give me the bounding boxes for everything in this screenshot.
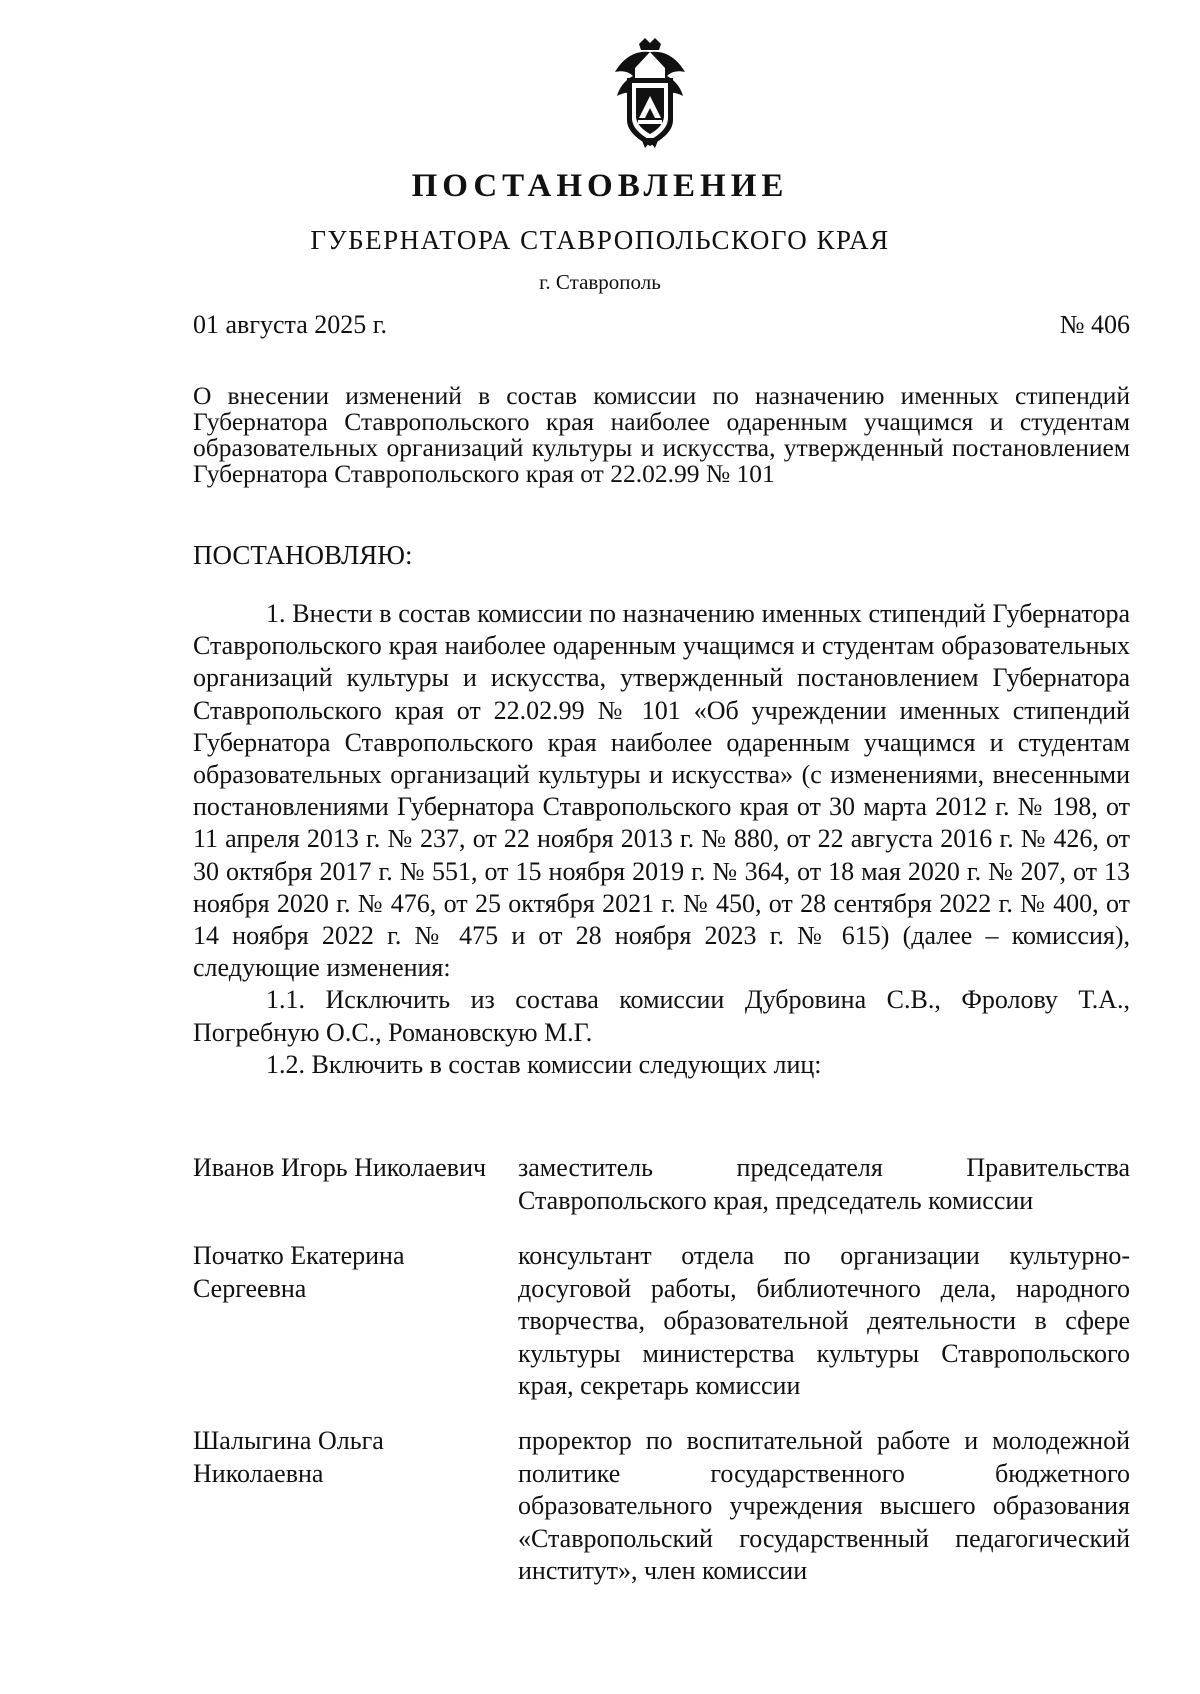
paragraph-1: 1. Внести в состав комиссии по назначению именных стипендий Губернатора Ставропольского края наиболее одаренным учащимся и студентам образовательных организаций культуры и искусства, утвержденный постановлением Губернатора Ставропольского края от 22.02.99 № 101 «Об учреждении именных стипендий Губернатора Ставропольского края наиболее одаренным учащимся и студентам образовательных организаций культуры и искусства» (с изменениями, внесенными постановлениями Губернатора Ставропольского края от 30 марта 2012 г. № 198, от 11 апреля 2013 г. № 237, от 22 ноября 2013 г. № 880, от 22 августа 2016 г. № 426, от 30 октября 2017 г. № 551, от 15 ноября 2019 г. № 364, от 18 мая 2020 г. № 207, от 13 ноября 2020 г. № 476, от 25 октября 2021 г. № 450, от 28 сентября 2022 г. № 400, от 14 ноября 2022 г. № 475 и от 28 ноября 2023 г. № 615) (далее – комиссия), следующие изменения: [193, 599, 1130, 983]
paragraph-1-1: 1.1. Исключить из состава комиссии Дубровина С.В., Фролову Т.А., Погребную О.С., Романовскую М.Г. [193, 985, 1130, 1047]
document-date: 01 августа 2025 г. [193, 310, 387, 339]
member-name: Початко Екатерина Сергеевна [193, 1241, 405, 1303]
member-name: Иванов Игорь Николаевич [193, 1153, 487, 1182]
document-title: ПОСТАНОВЛЕНИЕ [411, 168, 789, 204]
coat-of-arms-emblem [605, 38, 695, 150]
document-number: № 406 [1059, 310, 1130, 339]
member-role: проректор по воспитательной работе и молодежной политике государственного бюджетного образовательного учреждения высшего образования «Ставропольский государственный педагогический институт», член комиссии [518, 1426, 1130, 1585]
decree-word: ПОСТАНОВЛЯЮ: [193, 540, 413, 570]
member-name: Шалыгина Ольга Николаевна [193, 1426, 384, 1488]
paragraph-1-2: 1.2. Включить в состав комиссии следующих лиц: [266, 1049, 822, 1079]
document-heading: О внесении изменений в состав комиссии по назначению именных стипендий Губернатора Ставропольского края наиболее одаренным учащимся и студентам образовательных организаций культуры и искусства, утвержденный постановлением Губернатора Ставропольского края от 22.02.99 № 101 [193, 381, 1130, 488]
member-role: консультант отдела по организации культурно-досуговой работы, библиотечного дела, народного творчества, образовательной деятельности в сфере культуры министерства культуры Ставропольского края, секретарь комиссии [518, 1241, 1130, 1400]
issuer-title: ГУБЕРНАТОРА СТАВРОПОЛЬСКОГО КРАЯ [310, 225, 890, 255]
document-body [193, 598, 1130, 1081]
member-role: заместитель председателя Правительства Ставропольского края, председатель комиссии [518, 1153, 1130, 1215]
city-name: г. Ставрополь [539, 270, 661, 294]
